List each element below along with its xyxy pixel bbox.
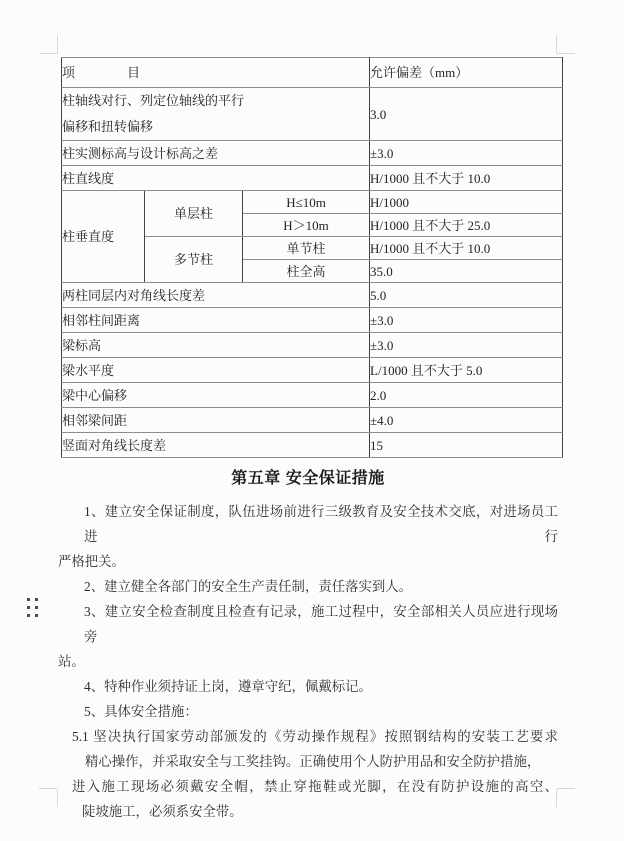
body-line: 1、建立安全保证制度，队伍进场前进行三级教育及安全技术交底，对进场员工进行 [84,504,558,544]
header-item-cell: 项 目 [62,58,370,88]
value-cell: H/1000 且不大于 10.0 [370,166,563,191]
single-story-cell: 单层柱 [145,191,243,237]
body-line: 进入施工现场必须戴安全帽，禁止穿拖鞋或光脚，在没有防护设施的高空、 [72,779,558,794]
value-cell: ±4.0 [370,408,563,433]
body-line: 4、特种作业须持证上岗，遵章守纪，佩戴标记。 [84,679,372,694]
table-row [62,383,563,408]
value-cell: H/1000 且不大于 10.0 [370,237,563,260]
body-line: 2、建立健全各部门的安全生产责任制，责任落实到人。 [84,579,413,594]
value-cell: ±3.0 [370,333,563,358]
multi-section-cell: 多节柱 [145,237,243,283]
body-line: 精心操作，并采取安全与工奖挂钩。正确使用个人防护用品和安全防护措施， [85,754,541,769]
condition-cell: 柱全高 [243,260,370,283]
table-row [62,333,563,358]
item-cell: 竖面对角线长度差 [62,433,370,458]
tolerance-table [61,57,563,458]
verticality-group-cell: 柱垂直度 [62,191,145,283]
table-row-verticality-1 [62,191,563,214]
table-row [62,408,563,433]
item-cell: 相邻柱间距离 [62,308,370,333]
body-line: 5、具体安全措施： [84,704,198,719]
item-cell: 相邻梁间距 [62,408,370,433]
header-deviation-cell: 允许偏差（mm） [370,58,563,88]
item-line: 柱轴线对行、列定位轴线的平行 [62,93,245,108]
item-cell: 柱实测标高与设计标高之差 [62,141,370,166]
table-row-elevation-diff [62,141,563,166]
value-cell: L/1000 且不大于 5.0 [370,358,563,383]
margin-mark-top-right [557,53,575,54]
drag-handle-dots-icon[interactable] [27,598,38,617]
body-line: 严格把关。 [58,554,125,569]
condition-cell: H≤10m [243,191,370,214]
value-cell: 35.0 [370,260,563,283]
table-row [62,283,563,308]
table-row-axis-offset [62,88,563,141]
body-line: 站。 [58,654,85,669]
value-cell: 5.0 [370,283,563,308]
item-cell: 梁水平度 [62,358,370,383]
item-line: 偏移和扭转偏移 [62,119,154,134]
value-cell: ±3.0 [370,141,563,166]
margin-mark-top-left [40,53,58,54]
body-line: 陡坡施工，必须系安全带。 [82,804,243,819]
value-cell: 2.0 [370,383,563,408]
document-content [58,53,558,824]
condition-cell: H＞10m [243,214,370,237]
condition-cell: 单节柱 [243,237,370,260]
value-cell: 3.0 [370,88,563,141]
margin-mark-top-right [556,35,557,53]
table-row [62,358,563,383]
item-cell: 梁标高 [62,333,370,358]
body-line: 5.1 坚决执行国家劳动部颁发的《劳动操作规程》按照钢结构的安装工艺要求 [72,729,558,744]
table-row [62,433,563,458]
table-header-row [62,58,563,88]
table-row [62,308,563,333]
margin-mark-bottom-left [39,788,57,789]
item-cell [62,88,370,141]
body-line: 3、建立安全检查制度且检查有记录，施工过程中，安全部相关人员应进行现场旁 [84,604,558,644]
table-row-straightness [62,166,563,191]
value-cell: ±3.0 [370,308,563,333]
margin-mark-bottom-right [557,788,575,789]
value-cell: H/1000 且不大于 25.0 [370,214,563,237]
value-cell: 15 [370,433,563,458]
value-cell: H/1000 [370,191,563,214]
chapter-title: 第五章 安全保证措施 [231,470,385,487]
margin-mark-top-left [57,35,58,53]
item-cell: 梁中心偏移 [62,383,370,408]
item-cell: 两柱同层内对角线长度差 [62,283,370,308]
item-cell: 柱直线度 [62,166,370,191]
